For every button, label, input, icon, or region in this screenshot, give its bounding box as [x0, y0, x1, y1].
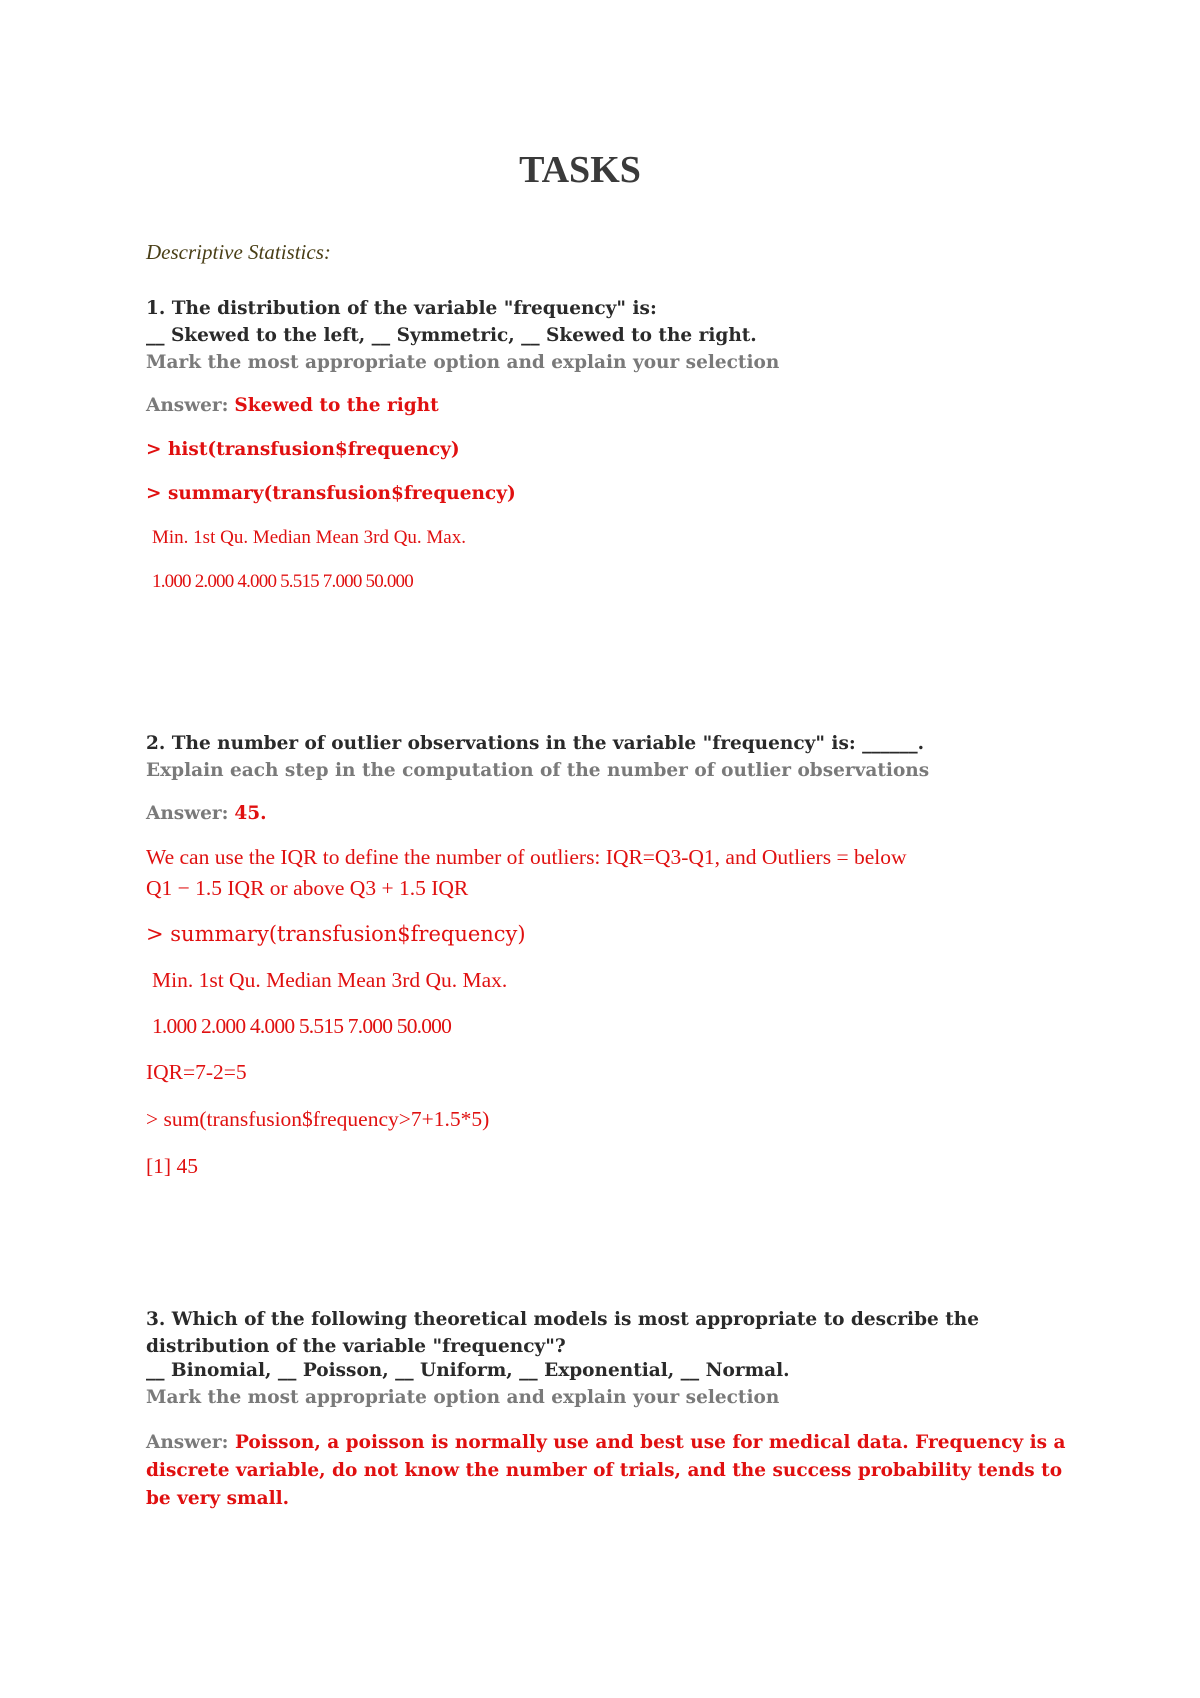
- q3-answer-label: Answer:: [146, 1432, 229, 1453]
- q3-answer-value: Poisson, a poisson is normally use and best use for medical data. Frequency is a discrete variable, do not know the number of trials, and the success probability tends to be very small.: [146, 1432, 1066, 1509]
- q1-answer-label: Answer:: [146, 395, 229, 416]
- q2-instruction: Explain each step in the computation of the number of outlier observations: [146, 760, 930, 781]
- q2-iqr-calc: IQR=7-2=5: [146, 1060, 247, 1084]
- q1-summary-values: 1.000 2.000 4.000 5.515 7.000 50.000: [152, 571, 413, 592]
- section-heading: Descriptive Statistics:: [146, 240, 331, 264]
- q2-answer: [146, 803, 267, 824]
- q2-summary-header: Min. 1st Qu. Median Mean 3rd Qu. Max.: [152, 968, 508, 992]
- q2-command-summary: > summary(transfusion$frequency): [146, 922, 526, 946]
- q1-options: __ Skewed to the left, __ Symmetric, __ Skewed to the right.: [146, 325, 757, 346]
- q2-answer-label: Answer:: [146, 803, 229, 824]
- q1-answer-value: Skewed to the right: [234, 395, 439, 416]
- q2-command-sum: > sum(transfusion$frequency>7+1.5*5): [146, 1107, 490, 1131]
- q2-result: [1] 45: [146, 1154, 198, 1178]
- q3-instruction: Mark the most appropriate option and explain your selection: [146, 1387, 780, 1408]
- q3-options: __ Binomial, __ Poisson, __ Uniform, __ Exponential, __ Normal.: [146, 1360, 790, 1381]
- q2-explanation-line-1: We can use the IQR to define the number of outliers: IQR=Q3-Q1, and Outliers = below: [146, 845, 907, 869]
- q2-question: 2. The number of outlier observations in the variable "frequency" is: ______.: [146, 733, 925, 754]
- q3-question: 3. Which of the following theoretical models is most appropriate to describe the distribution of the variable "frequency"?: [146, 1309, 979, 1357]
- q2-summary-values: 1.000 2.000 4.000 5.515 7.000 50.000: [152, 1014, 452, 1038]
- q1-summary-header: Min. 1st Qu. Median Mean 3rd Qu. Max.: [152, 527, 466, 548]
- page-title: TASKS: [519, 149, 641, 191]
- q3-answer: [146, 1429, 1076, 1513]
- q1-command-summary: > summary(transfusion$frequency): [146, 483, 516, 504]
- q2-answer-value: 45.: [234, 803, 267, 824]
- q1-question: 1. The distribution of the variable "frequency" is:: [146, 298, 657, 319]
- q1-answer: [146, 395, 439, 416]
- q2-explanation-line-2: Q1 − 1.5 IQR or above Q3 + 1.5 IQR: [146, 876, 469, 900]
- q1-instruction: Mark the most appropriate option and explain your selection: [146, 352, 780, 373]
- q1-command-hist: > hist(transfusion$frequency): [146, 439, 460, 460]
